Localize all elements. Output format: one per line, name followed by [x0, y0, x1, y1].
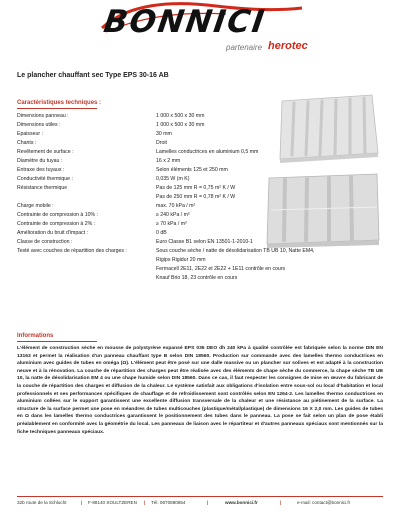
info-heading-rule	[17, 341, 97, 342]
spec-value: Rigips Rigidur 20 mm	[156, 257, 206, 263]
spec-value: Sous couche sèche / natte de désolidarisation TB UB 10, Natte EM4,	[156, 248, 315, 254]
spec-row	[17, 229, 347, 238]
spec-label: Résistance thermique	[17, 185, 68, 191]
spec-value: 0 dB	[156, 230, 167, 236]
spec-label: Charge mobile :	[17, 203, 54, 209]
specs-heading: Caractéristiques techniques :	[17, 100, 102, 106]
spec-row	[17, 274, 347, 283]
spec-row	[17, 112, 347, 121]
spec-row	[17, 130, 347, 139]
footer-email-link[interactable]: e-mail: contact@bonnici.fr	[297, 500, 351, 505]
spec-label: Testé avec couches de répartition des charges :	[17, 248, 127, 254]
spec-label: Conductivité thermique :	[17, 176, 73, 182]
footer-rule	[17, 496, 383, 497]
spec-value: 1 000 x 500 x 30 mm	[156, 122, 205, 128]
spec-row	[17, 220, 347, 229]
spec-label: Contrainte de compression à 2% :	[17, 221, 96, 227]
spec-label: Chants :	[17, 140, 37, 146]
spec-row	[17, 256, 347, 265]
spec-value: Lamelles conductrices en aluminium 0,5 mm	[156, 149, 259, 155]
spec-label: Dimensions utiles :	[17, 122, 61, 128]
document-title: Le plancher chauffant sec Type EPS 30-16 AB	[17, 72, 169, 79]
spec-row	[17, 193, 347, 202]
spec-value: Knauf Brio 18, 23 contrôle en cours	[156, 275, 238, 281]
spec-row	[17, 121, 347, 130]
spec-label: Revêtement de surface :	[17, 149, 74, 155]
info-paragraph	[17, 345, 383, 436]
spec-value: 1 000 x 500 x 30 mm	[156, 113, 205, 119]
info-text: L'élément de construction sèche en mousse de polystyrène expansé EPS 035 DEO dh 240 kPa à qualité contrôlée est fabriquée selon la norme DIN EN 13163 et permet la réalisation d'un panneau chauffant type B selon DIN 18560. Production sur commande avec des lamelles thermo conductrices en aluminium avec guides de tubes en oméga (Ω). L'élément peut être posé sur une dalle massive ou un plancher sur solives et est adapté à la construction neuve et à la rénovation. La couche de répartition des charges peut être réalisée avec des éléments de chape sèche du commerce, la chape sèche TB UB 10, la natte de désolidarisation EM 4 ou une chape humide selon DIN 18560. Dans ce cas, il faut respecter les consignes de mise en œuvre du fabricant de la couche de répartition des charges et diffusion de la chaleur. Le système satisfait aux obligations d'isolation entre sous-sol ou local d'habitation et local professionnels et ses performances spécifiques de chauffage et de refroidissement sont contrôlés selon EN 1264-2. Les lamelles thermo conductrices en aluminium collées sur le support garantissent une excellente diffusion transversale de la chaleur et une résistance au piétinement de la surface. La structure de la surface permet une pose en méandres de tubes multicouches (plastique/métal/plastique) de dimensions 16 X 2,0 mm. Les guides de tubes en Ω dans les lamelles thermo conductrices garantissent le positionnement des tubes dans le panneau. La pose se fait selon un plan de pose établi préalablement en conformité avec la géométrie du local. Les panneaux de liaison avec le répartiteur et d'autres panneaux spéciaux sont mentionnés sur la fiche techniques panneaux spéciaux.	[17, 346, 383, 435]
spec-value: 16 x 2 mm	[156, 158, 181, 164]
spec-value: max. 70 kPa / m²	[156, 203, 196, 209]
partner-label: partenaire	[226, 43, 263, 52]
partner-brand: herotec	[268, 40, 308, 52]
spec-label: Entraxe des tuyaux :	[17, 167, 65, 173]
info-heading: Informations	[17, 333, 54, 339]
footer-separator: |	[81, 500, 83, 505]
spec-label: Epaisseur :	[17, 131, 43, 137]
spec-label: Classe de construction :	[17, 239, 73, 245]
footer-city: F-88140 SOULTZEREN	[88, 500, 137, 505]
spec-row	[17, 157, 347, 166]
spec-value: 30 mm	[156, 131, 172, 137]
spec-value: ≥ 240 kPa / m²	[156, 212, 190, 218]
footer-separator: |	[144, 500, 146, 505]
spec-value: Selon éléments 125 et 250 mm	[156, 167, 228, 173]
spec-row	[17, 175, 347, 184]
footer-separator: |	[207, 500, 209, 505]
spec-label: Amélioration du bruit d'impact :	[17, 230, 89, 236]
spec-value: Droit	[156, 140, 167, 146]
footer-phone: Tél. 0670880854	[151, 500, 186, 505]
spec-row	[17, 166, 347, 175]
spec-row	[17, 265, 347, 274]
spec-value: Pas de 250 mm R = 0,78 m² K / W	[156, 194, 236, 200]
spec-value: ≥ 70 kPa / m²	[156, 221, 187, 227]
spec-value: Fermacell 2E11, 2E22 et 2E22 + 1E11 contrôle en cours	[156, 266, 286, 272]
spec-label: Contrainte de compression à 10% :	[17, 212, 99, 218]
spec-row	[17, 247, 347, 256]
spec-row	[17, 184, 347, 193]
spec-row	[17, 202, 347, 211]
spec-value: Euro Classe B1 selon EN 13501-1-2010-1	[156, 239, 253, 245]
footer-separator: |	[280, 500, 282, 505]
spec-label: Diamètre du tuyau :	[17, 158, 63, 164]
spec-value: Pas de 125 mm R = 0,75 m² K / W	[156, 185, 236, 191]
spec-row	[17, 139, 347, 148]
spec-label: Dimensions panneau :	[17, 113, 69, 119]
footer-website-link[interactable]: www.bonnici.fr	[225, 500, 258, 505]
footer-address: 32b route de la Schlucht	[17, 500, 67, 505]
footer	[17, 498, 383, 510]
spec-value: 0,035 W (m K)	[156, 176, 190, 182]
spec-row	[17, 238, 347, 247]
spec-row	[17, 211, 347, 220]
header-logo	[0, 0, 400, 60]
brand-name: BONNICI	[101, 4, 269, 40]
specs-heading-rule	[17, 108, 97, 109]
spec-row	[17, 148, 347, 157]
specs-list	[17, 112, 347, 283]
